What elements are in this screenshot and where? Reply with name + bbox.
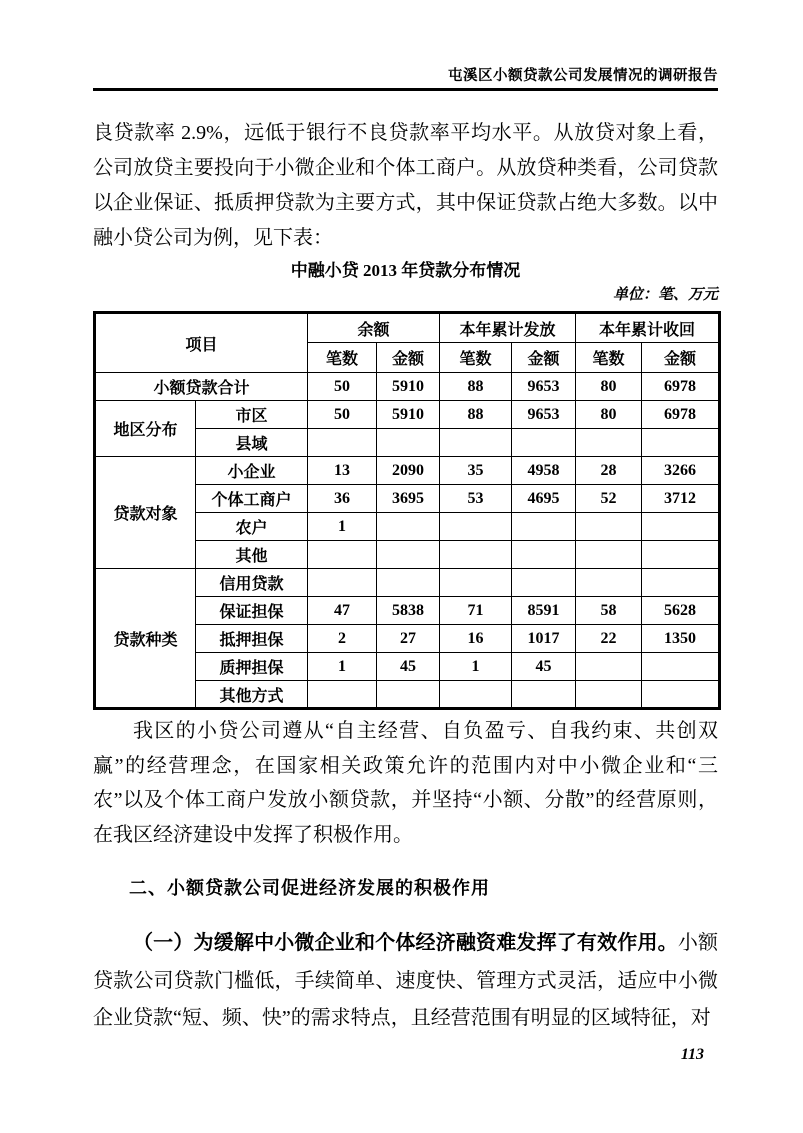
- data-cell: 3695: [377, 485, 440, 513]
- paragraph-operating-principles: 我区的小贷公司遵从“自主经营、自负盈亏、自我约束、共创双赢”的经营理念，在国家相关政策允许的范围内对中小微企业和“三农”以及个体工商户发放小额贷款，并坚持“小额、分散”的经营原则，在我区经济建设中发挥了积极作用。: [93, 720, 718, 846]
- data-cell: [512, 513, 576, 541]
- data-cell: 45: [377, 653, 440, 681]
- data-cell: [440, 429, 512, 457]
- group-label-loan-type: 贷款种类: [95, 569, 196, 709]
- data-cell: 9653: [512, 401, 576, 429]
- data-cell: 5910: [377, 373, 440, 401]
- data-cell: 1: [308, 513, 377, 541]
- data-cell: [642, 569, 720, 597]
- data-cell: 4695: [512, 485, 576, 513]
- group-label-region: 地区分布: [95, 401, 196, 457]
- data-cell: 50: [308, 401, 377, 429]
- table-row-total: [95, 373, 720, 401]
- data-cell: 22: [576, 625, 642, 653]
- data-cell: 58: [576, 597, 642, 625]
- data-cell: 80: [576, 373, 642, 401]
- data-cell: 3266: [642, 457, 720, 485]
- header-cell-balance: 余额: [308, 313, 440, 343]
- row-label: 质押担保: [196, 653, 308, 681]
- group-label-borrower: 贷款对象: [95, 457, 196, 569]
- row-label: 其他: [196, 541, 308, 569]
- paragraph-bold-lead: （一）为缓解中小微企业和个体经济融资难发挥了有效作用。: [133, 932, 678, 954]
- row-label: 抵押担保: [196, 625, 308, 653]
- data-cell: [308, 541, 377, 569]
- table-header-row-1: [95, 313, 720, 343]
- data-cell: 88: [440, 401, 512, 429]
- paragraph-section-one: [93, 925, 718, 1038]
- data-cell: [512, 569, 576, 597]
- table-row: [95, 569, 720, 597]
- data-cell: [642, 681, 720, 709]
- data-cell: 1350: [642, 625, 720, 653]
- data-cell: 2090: [377, 457, 440, 485]
- row-label: 市区: [196, 401, 308, 429]
- data-cell: 6978: [642, 373, 720, 401]
- row-label: 农户: [196, 513, 308, 541]
- data-cell: [512, 681, 576, 709]
- subheader-cell-count: 笔数: [308, 343, 377, 373]
- data-cell: [512, 429, 576, 457]
- row-label: 信用贷款: [196, 569, 308, 597]
- subheader-cell-amount: 金额: [642, 343, 720, 373]
- data-cell: 5628: [642, 597, 720, 625]
- data-cell: [377, 429, 440, 457]
- data-cell: [512, 541, 576, 569]
- data-cell: 45: [512, 653, 576, 681]
- header-cell-recovered-ytd: 本年累计收回: [576, 313, 720, 343]
- running-header-title: 屯溪区小额贷款公司发展情况的调研报告: [448, 68, 718, 84]
- data-cell: [377, 513, 440, 541]
- data-cell: [377, 541, 440, 569]
- data-cell: 5838: [377, 597, 440, 625]
- data-cell: 6978: [642, 401, 720, 429]
- data-cell: [576, 429, 642, 457]
- data-cell: [642, 429, 720, 457]
- data-cell: 16: [440, 625, 512, 653]
- subheader-cell-count: 笔数: [576, 343, 642, 373]
- row-label: 小企业: [196, 457, 308, 485]
- row-label: 其他方式: [196, 681, 308, 709]
- table-title: 中融小贷 2013 年贷款分布情况: [290, 261, 521, 280]
- data-cell: [642, 653, 720, 681]
- data-cell: [440, 513, 512, 541]
- subheader-cell-count: 笔数: [440, 343, 512, 373]
- data-cell: 1017: [512, 625, 576, 653]
- loan-distribution-table: [93, 311, 721, 710]
- data-cell: 80: [576, 401, 642, 429]
- data-cell: 13: [308, 457, 377, 485]
- data-cell: 36: [308, 485, 377, 513]
- table-row: [95, 457, 720, 485]
- data-cell: [576, 541, 642, 569]
- data-cell: 27: [377, 625, 440, 653]
- row-label: 保证担保: [196, 597, 308, 625]
- table-unit-note: 单位：笔、万元: [612, 287, 718, 303]
- header-cell-item: 项目: [95, 313, 308, 373]
- data-cell: 2: [308, 625, 377, 653]
- data-cell: [440, 541, 512, 569]
- loan-table-wrapper: [93, 311, 718, 710]
- data-cell: 28: [576, 457, 642, 485]
- data-cell: [642, 513, 720, 541]
- paragraph-loan-overview: 良贷款率 2.9%，远低于银行不良贷款率平均水平。从放贷对象上看，公司放贷主要投向于小微企业和个体工商户。从放贷种类看，公司贷款以企业保证、抵质押贷款为主要方式，其中保证贷款占绝大多数。以中融小贷公司为例，见下表：: [93, 122, 718, 249]
- paragraph-body-text: 小额贷款公司贷款门槛低，手续简单、速度快、管理方式灵活，适应中小微企业贷款“短、频、快”的需求特点，且经营范围有明显的区域特征，对: [93, 932, 719, 1029]
- subheader-cell-amount: 金额: [512, 343, 576, 373]
- page-number: 113: [680, 1046, 704, 1063]
- subheader-cell-amount: 金额: [377, 343, 440, 373]
- data-cell: 47: [308, 597, 377, 625]
- data-cell: [576, 569, 642, 597]
- data-cell: 8591: [512, 597, 576, 625]
- data-cell: 71: [440, 597, 512, 625]
- data-cell: [576, 653, 642, 681]
- data-cell: 35: [440, 457, 512, 485]
- data-cell: [377, 681, 440, 709]
- header-rule: [93, 88, 718, 91]
- header-cell-issued-ytd: 本年累计发放: [440, 313, 576, 343]
- data-cell: 1: [308, 653, 377, 681]
- data-cell: [576, 513, 642, 541]
- data-cell: [576, 681, 642, 709]
- page-content: [93, 0, 718, 1133]
- data-cell: [642, 541, 720, 569]
- data-cell: 1: [440, 653, 512, 681]
- data-cell: 52: [576, 485, 642, 513]
- data-cell: 53: [440, 485, 512, 513]
- data-cell: [308, 569, 377, 597]
- table-row: [95, 401, 720, 429]
- data-cell: [440, 681, 512, 709]
- data-cell: [440, 569, 512, 597]
- row-label: 小额贷款合计: [95, 373, 308, 401]
- data-cell: 88: [440, 373, 512, 401]
- data-cell: 50: [308, 373, 377, 401]
- data-cell: 9653: [512, 373, 576, 401]
- row-label: 个体工商户: [196, 485, 308, 513]
- data-cell: [377, 569, 440, 597]
- data-cell: [308, 681, 377, 709]
- section-heading: 二、小额贷款公司促进经济发展的积极作用: [129, 878, 490, 898]
- row-label: 县域: [196, 429, 308, 457]
- data-cell: 3712: [642, 485, 720, 513]
- data-cell: 4958: [512, 457, 576, 485]
- data-cell: 5910: [377, 401, 440, 429]
- data-cell: [308, 429, 377, 457]
